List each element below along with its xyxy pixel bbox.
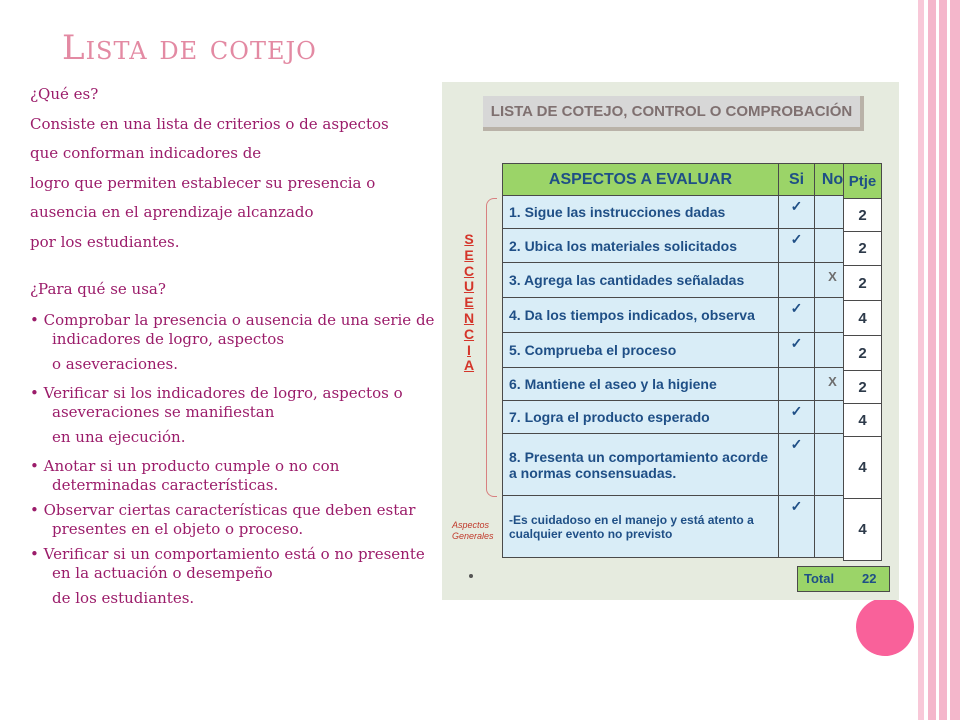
total-box [797,566,890,592]
header-points: Ptje [844,164,882,199]
aspect-cell: 6. Mantiene el aseo y la higiene [503,368,779,401]
decor-stripe [950,0,960,720]
yes-cell: ✓ [779,196,815,229]
no-cell: X [815,368,851,401]
no-cell: X [815,263,851,298]
aspect-cell: 4. Da los tiempos indicados, observa [503,298,779,333]
uses-question: ¿Para qué se usa? [30,280,166,298]
yes-cell [779,263,815,298]
use-bullet: • Verificar si un comportamiento está o no presente en la actuación o desempeño [30,544,425,582]
yes-cell: ✓ [779,229,815,263]
use-bullet-cont: o aseveraciones. [52,354,179,373]
bullet-dot [469,574,473,578]
points-table [843,163,882,561]
slide-title: Lista de cotejo [62,28,317,68]
aspect-cell: 7. Logra el producto esperado [503,401,779,434]
yes-cell: ✓ [779,298,815,333]
use-bullet-cont: en una ejecución. [52,427,186,446]
yes-cell: ✓ [779,434,815,496]
sequence-brace [486,198,497,497]
points-cell: 4 [844,499,882,561]
yes-cell: ✓ [779,401,815,434]
use-bullet-cont: de los estudiantes. [52,588,195,607]
checklist-banner: LISTA DE COTEJO, CONTROL O COMPROBACIÓN [483,96,864,131]
header-aspects: ASPECTOS A EVALUAR [503,164,779,196]
aspect-cell: 2. Ubica los materiales solicitados [503,229,779,263]
use-bullet: • Anotar si un producto cumple o no con determinadas características. [30,456,340,494]
use-bullet: • Observar ciertas características que deben estar presentes en el objeto o proceso. [30,500,416,538]
points-cell: 2 [844,336,882,371]
intro-line: por los estudiantes. [30,232,180,251]
total-label: Total [804,571,835,586]
aspect-cell: 5. Comprueba el proceso [503,333,779,368]
body-text [30,80,435,612]
intro-question: ¿Qué es? [30,85,99,103]
aspect-cell: -Es cuidadoso en el manejo y está atento a cualquier evento no previsto [503,496,779,558]
decor-stripe [928,0,936,720]
points-cell: 2 [844,199,882,232]
points-cell: 4 [844,404,882,437]
decor-stripe [939,0,947,720]
checklist-table [502,163,851,558]
yes-cell: ✓ [779,333,815,368]
points-cell: 2 [844,266,882,301]
aspect-cell: 3. Agrega las cantidades señaladas [503,263,779,298]
decor-circle [856,598,914,656]
header-no: No [815,164,851,196]
aspect-cell: 1. Sigue las instrucciones dadas [503,196,779,229]
use-bullet: • Verificar si los indicadores de logro, aspectos o aseveraciones se manifiestan [30,383,403,421]
sequence-label: S E C U E N C I A [463,231,475,374]
use-bullet: • Comprobar la presencia o ausencia de una serie de indicadores de logro, aspectos [30,310,435,348]
points-cell: 2 [844,371,882,404]
header-yes: Si [779,164,815,196]
yes-cell: ✓ [779,496,815,558]
intro-line: Consiste en una lista de criterios o de aspectos [30,114,389,133]
points-cell: 4 [844,301,882,336]
total-value: 22 [862,571,877,586]
yes-cell [779,368,815,401]
points-cell: 2 [844,232,882,266]
intro-line: que conforman indicadores de [30,144,262,162]
aspect-cell: 8. Presenta un comportamiento acorde a normas consensuadas. [503,434,779,496]
general-label: Aspectos Generales [452,520,494,541]
intro-line: logro que permiten establecer su presencia o [30,173,376,192]
points-cell: 4 [844,437,882,499]
intro-line: ausencia en el aprendizaje alcanzado [30,203,314,221]
